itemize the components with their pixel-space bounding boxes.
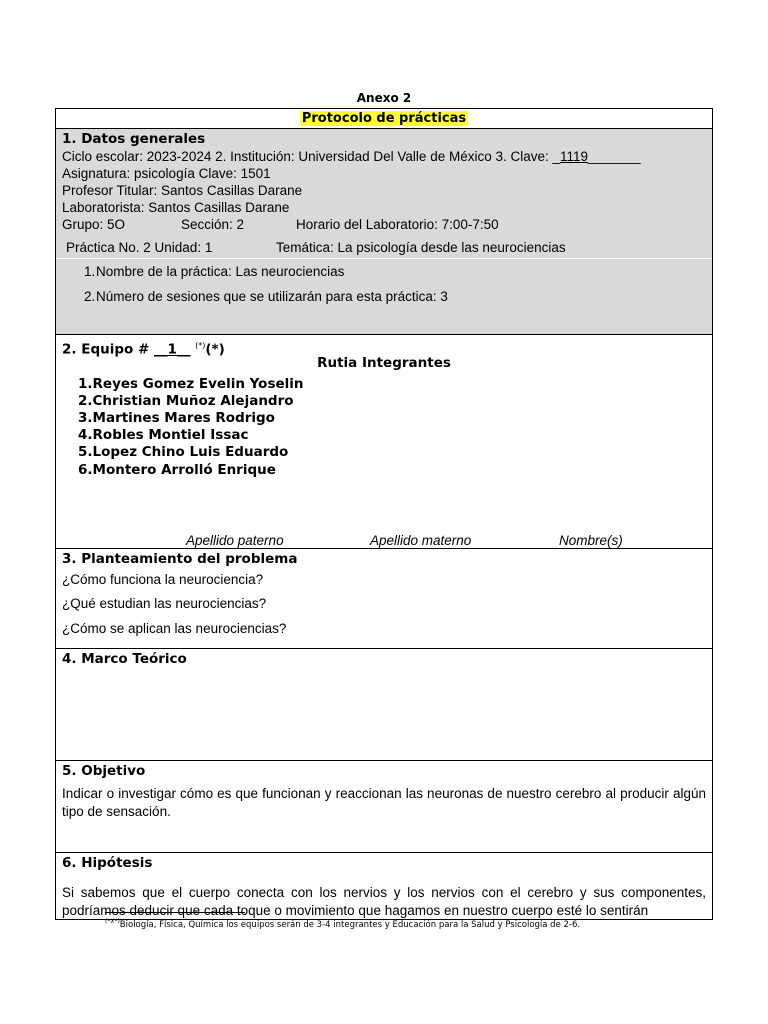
- hypothesis-title: 6. Hipótesis: [62, 854, 153, 871]
- protocol-title: Protocolo de prácticas: [301, 111, 467, 126]
- question-1: ¿Cómo funciona la neurociencia?: [62, 571, 264, 587]
- label-paterno: Apellido paterno: [186, 532, 284, 548]
- practice-protocol-table: [55, 108, 713, 920]
- footnote-text: Biología, Física, Química los equipos serán de 3-4 integrantes y Educación para la Salud y Psicología de 2-6.: [119, 919, 581, 930]
- list-item: 1. Nombre de la práctica: Las neurociencias: [56, 258, 712, 284]
- label-nombre: Nombre(s): [559, 532, 623, 548]
- general-data-section: [56, 129, 713, 335]
- theory-section: [56, 648, 713, 760]
- hypothesis-text: Si sabemos que el cuerpo conecta con los nervios y los nervios con el cerebro y sus componentes, podríamos deducir que cada toque o movimiento que hagamos en nuestro cuerpo esté lo sentirán: [62, 884, 706, 918]
- footnote: [105, 918, 580, 930]
- member-4: 4.Robles Montiel Issac: [78, 427, 249, 444]
- team-title: 2. Equipo # __1__ (*)(*): [62, 341, 225, 358]
- list-item: 2. Número de sesiones que se utilizarán para esta práctica: 3: [84, 289, 448, 304]
- professor-line: Profesor Titular: Santos Casillas Darane: [62, 183, 303, 198]
- question-2: ¿Qué estudian las neurociencias?: [62, 596, 267, 612]
- team-subtitle: Rutia Integrantes: [317, 354, 451, 371]
- objective-section: [56, 760, 713, 852]
- member-1: 1.Reyes Gomez Evelin Yoselin: [78, 375, 304, 392]
- question-3: ¿Cómo se aplican las neurociencias?: [62, 620, 287, 636]
- member-6: 6.Montero Arrolló Enrique: [78, 461, 276, 478]
- protocol-header-cell: [56, 109, 713, 129]
- objective-text: Indicar o investigar cómo es que funcionan y reaccionan las neuronas de nuestro cerebro al producir algún tipo de sensación.: [62, 785, 706, 819]
- theory-title: 4. Marco Teórico: [62, 650, 187, 667]
- annex-title: Anexo 2: [356, 91, 412, 105]
- lab-technician-line: Laboratorista: Santos Casillas Darane: [62, 200, 290, 215]
- footnote-divider: [105, 912, 245, 913]
- team-number: __1__: [154, 341, 191, 358]
- member-2: 2.Christian Muñoz Alejandro: [78, 392, 294, 409]
- footnote-mark: (*X*): [105, 918, 120, 925]
- school-cycle-line: Ciclo escolar: 2023-2024 2. Institución: Universidad Del Valle de México 3. Clave: _1119_______: [62, 149, 641, 164]
- label-materno: Apellido materno: [370, 532, 472, 548]
- practice-number: Práctica No. 2 Unidad: 1: [66, 240, 213, 255]
- problem-section: [56, 548, 713, 648]
- member-3: 3.Martines Mares Rodrigo: [78, 409, 275, 426]
- problem-title: 3. Planteamiento del problema: [62, 550, 298, 567]
- group-line: [56, 216, 712, 236]
- section-value: Sección: 2: [181, 217, 245, 232]
- practice-line: [56, 236, 712, 258]
- name-column-labels: [56, 528, 712, 548]
- subject-line: Asignatura: psicología Clave: 1501: [62, 166, 271, 181]
- general-data-title: 1. Datos generales: [62, 131, 206, 147]
- member-5: 5.Lopez Chino Luis Eduardo: [78, 444, 289, 461]
- team-section: [56, 335, 713, 549]
- schedule-value: Horario del Laboratorio: 7:00-7:50: [296, 217, 499, 232]
- clave-value: 1119: [560, 149, 589, 164]
- hypothesis-section: [56, 852, 713, 919]
- group-value: Grupo: 5O: [62, 217, 126, 232]
- objective-title: 5. Objetivo: [62, 762, 146, 779]
- practice-theme: Temática: La psicología desde las neurociencias: [276, 240, 566, 255]
